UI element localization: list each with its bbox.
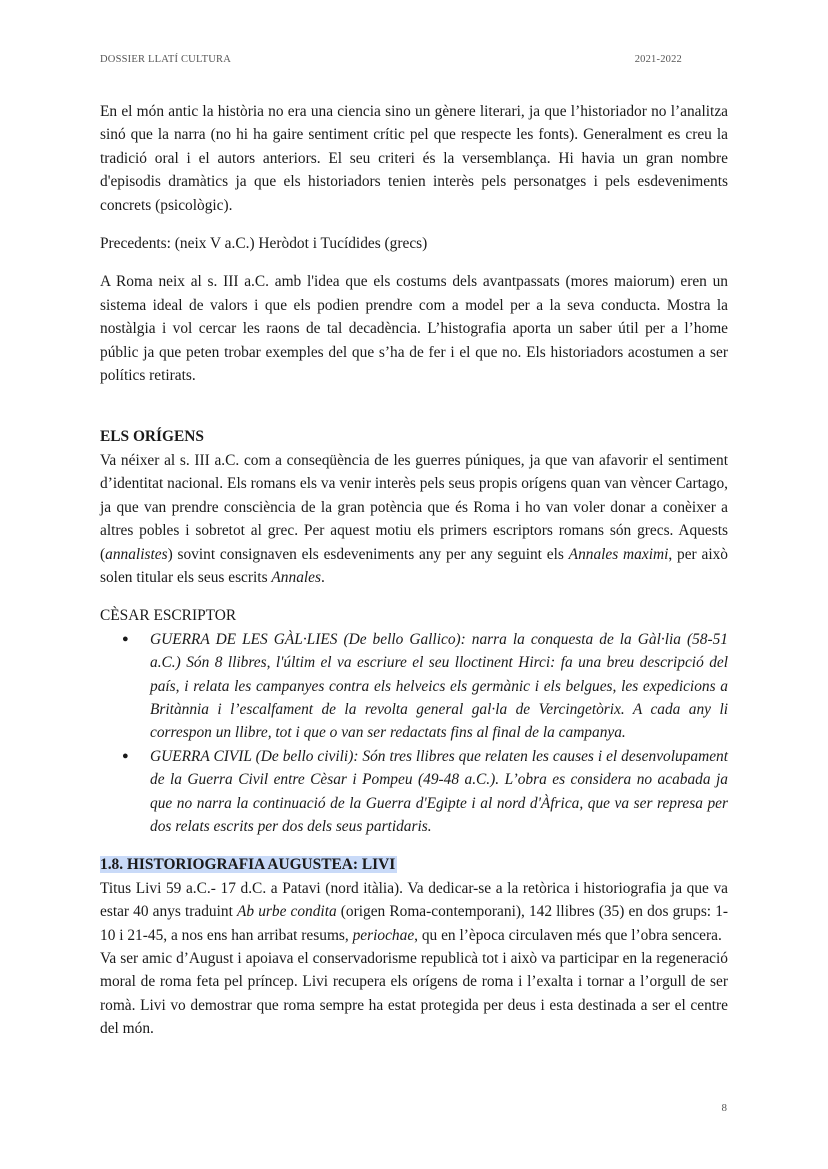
origens-heading: ELS ORÍGENS [100, 428, 204, 446]
intro-paragraph-1: En el món antic la història no era una ciencia sino un gènere literari, ja que l’historiador no l’analitza sinó que la narra (no hi ha gaire sentiment crític pel que respecte les fonts). Generalment es creu la tradició oral i el autors anteriors. El seu criteri és la versemblança. Hi havia un gran nombre d'episodis dramàtics ja que els historiadors tenien interès pels personatges i pels esdeveniments concrets (psicològic). [100, 103, 728, 214]
livi-heading: 1.8. HISTORIOGRAFIA AUGUSTEA: LIVI [100, 856, 396, 874]
header-title: DOSSIER LLATÍ CULTURA [100, 54, 231, 65]
livi-paragraph-2: Va ser amic d’August i apoiava el conservadorisme republicà tot i això va participar en la regeneració moral de roma feta pel príncep. Livi recupera els orígens de roma i l’exalta i tornar a l’orgull de ser romà. Livi vo demostrar que roma sempre ha estat protegida per deus i esta destinada a ser el centre del món. [100, 950, 728, 1038]
cesar-list [100, 628, 728, 839]
page-number: 8 [721, 1102, 727, 1114]
livi-paragraph-1: Titus Livi 59 a.C.- 17 d.C. a Patavi (nord itàlia). Va dedicar-se a la retòrica i historiografia ja que va estar 40 anys traduint Ab urbe condita (origen Roma-contemporani), 142 llibres (35) en dos grups: 1-10 i 21-45, a nos ens han arribat resums, periochae, qu en l’època circulaven més que l’obra sencera. [100, 879, 729, 944]
intro-paragraph-3: A Roma neix al s. III a.C. amb l'idea que els costums dels avantpassats (mores maiorum) eren un sistema ideal de valors i que els podien prendre com a model per a la seva conducta. Mostra la nostàlgia i vol cercar les raons de tal decadència. L’histografia aporta un saber útil per a l’home públic ja que peten trobar exemples del que s’ha de fer i el que no. Els historiadors acostumen a ser polítics retirats. [100, 273, 728, 385]
header-year: 2021-2022 [634, 54, 682, 65]
list-item: ● GUERRA CIVIL (De bello civili): Són tres llibres que relaten les causes i el desenvolupament de la Guerra Civil entre Cèsar i Pompeu (49-48 a.C.). L’obra es considera no acabada ja que no narra la continuació de la Guerra d'Egipte i al nord d'Àfrica, que va ser represa per dos relats escrits per dos dels seus partidaris. [150, 745, 728, 839]
origens-paragraph: Va néixer al s. III a.C. com a conseqüència de les guerres púniques, ja que van afavorir el sentiment d’identitat nacional. Els romans els va venir interès pels seus propis orígens quan van vèncer Cartago, ja que van prendre consciència de la gran potència que és Roma i ho van voler donar a conèixer a altres pobles i sobretot al grec. Per aquest motiu els primers escriptors romans són grecs. Aquests (annalistes) sovint consignaven els esdeveniments any per any seguint els Annales maximi, per això solen titular els seus escrits Annales. [100, 451, 728, 586]
list-item: ● GUERRA DE LES GÀL·LIES (De bello Gallico): narra la conquesta de la Gàl·lia (58-51 a.C.) Són 8 llibres, l'últim el va escriure el seu lloctinent Hirci: fa una breu descripció del país, i relata les campanyes contra els helveics els germànic i els belgues, les expedicions a Britànnia i l’escalfament de la revolta general gal·la de Vercingetòrix. A cada any li correspon un llibre, tot i que o van ser redactats fins al final de la campanya. [150, 628, 728, 745]
document-body [100, 100, 728, 1041]
intro-paragraph-2: Precedents: (neix V a.C.) Heròdot i Tucídides (grecs) [100, 235, 428, 253]
cesar-heading: CÈSAR ESCRIPTOR [100, 607, 237, 625]
